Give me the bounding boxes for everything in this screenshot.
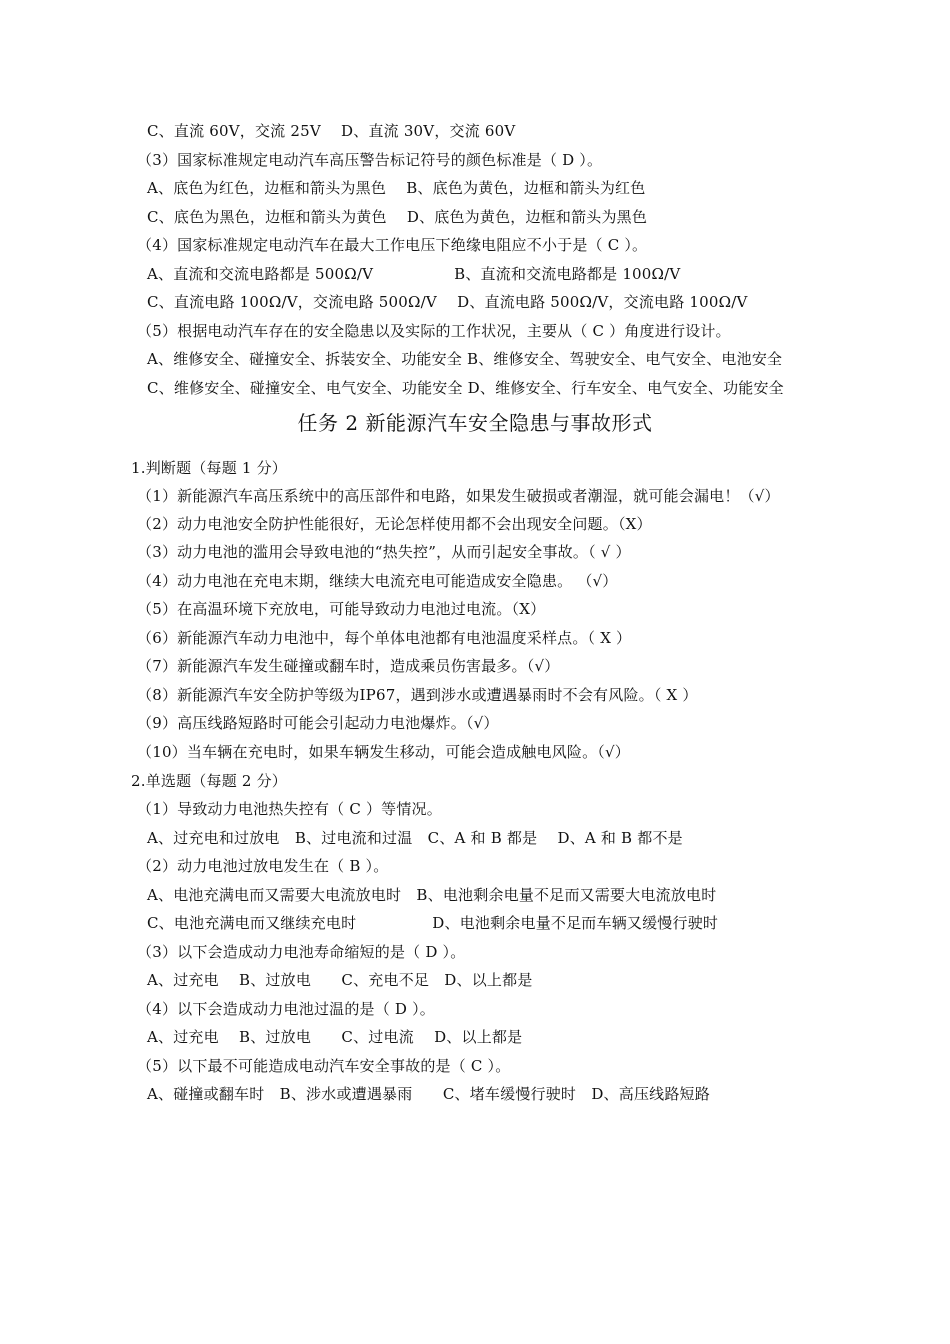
question-text-line: （6）新能源汽车动力电池中，每个单体电池都有电池温度采样点。（ X ） xyxy=(137,629,632,647)
question-text-line: （1）新能源汽车高压系统中的高压部件和电路，如果发生破损或者潮湿，就可能会漏电！（√） xyxy=(137,487,780,505)
question-text-line: A、直流和交流电路都是 500Ω/V B、直流和交流电路都是 100Ω/V xyxy=(147,265,681,283)
question-text-line: （4）动力电池在充电末期，继续大电流充电可能造成安全隐患。 （√） xyxy=(137,572,618,590)
question-text-line: （5）在高温环境下充放电，可能导致动力电池过电流。（X） xyxy=(137,600,546,618)
question-text-line: C、维修安全、碰撞安全、电气安全、功能安全 D、维修安全、行车安全、电气安全、功能安全 xyxy=(147,379,784,397)
question-text-line: A、碰撞或翻车时 B、涉水或遭遇暴雨 C、堵车缓慢行驶时 D、高压线路短路 xyxy=(147,1085,710,1103)
question-text-line: A、电池充满电而又需要大电流放电时 B、电池剩余电量不足而又需要大电流放电时 xyxy=(147,886,717,904)
question-text-line: （5）以下最不可能造成电动汽车安全事故的是（ C ）。 xyxy=(137,1057,511,1075)
question-text-line: （10）当车辆在充电时，如果车辆发生移动，可能会造成触电风险。（√） xyxy=(137,743,630,761)
question-text-line: （9）高压线路短路时可能会引起动力电池爆炸。（√） xyxy=(137,714,499,732)
question-text-line: （4）国家标准规定电动汽车在最大工作电压下绝缘电阻应不小于是（ C ）。 xyxy=(137,236,648,254)
question-text-line: （3）动力电池的滥用会导致电池的“热失控”，从而引起安全事故。（ √ ） xyxy=(137,543,631,561)
question-text-line: A、维修安全、碰撞安全、拆装安全、功能安全 B、维修安全、驾驶安全、电气安全、电池安全 xyxy=(147,350,783,368)
question-text-line: （7）新能源汽车发生碰撞或翻车时，造成乘员伤害最多。（√） xyxy=(137,657,560,675)
question-text-line: C、底色为黑色，边框和箭头为黄色 D、底色为黄色，边框和箭头为黑色 xyxy=(147,208,648,226)
section-title: 任务 2 新能源汽车安全隐患与事故形式 xyxy=(297,411,653,435)
question-text-line: C、直流 60V，交流 25V D、直流 30V，交流 60V xyxy=(147,122,516,140)
question-text-line: 2.单选题（每题 2 分） xyxy=(131,772,287,790)
question-text-line: 1.判断题（每题 1 分） xyxy=(131,459,287,477)
question-text-line: （2）动力电池安全防护性能很好，无论怎样使用都不会出现安全问题。（X） xyxy=(137,515,652,533)
question-text-line: （3）国家标准规定电动汽车高压警告标记符号的颜色标准是（ D ）。 xyxy=(137,151,603,169)
question-text-line: （3）以下会造成动力电池寿命缩短的是（ D ）。 xyxy=(137,943,466,961)
question-text-line: C、电池充满电而又继续充电时 D、电池剩余电量不足而车辆又缓慢行驶时 xyxy=(147,914,719,932)
question-text-line: （1）导致动力电池热失控有（ C ）等情况。 xyxy=(137,800,442,818)
question-text-line: C、直流电路 100Ω/V，交流电路 500Ω/V D、直流电路 500Ω/V，交流电路 100Ω/V xyxy=(147,293,748,311)
question-text-line: A、过充电和过放电 B、过电流和过温 C、A 和 B 都是 D、A 和 B 都不是 xyxy=(147,829,683,847)
question-text-line: A、过充电 B、过放电 C、过电流 D、以上都是 xyxy=(147,1028,523,1046)
question-text-line: （8）新能源汽车安全防护等级为IP67，遇到涉水或遭遇暴雨时不会有风险。（ X ） xyxy=(137,686,698,704)
question-text-line: A、底色为红色，边框和箭头为黑色 B、底色为黄色，边框和箭头为红色 xyxy=(147,179,646,197)
question-text-line: （4）以下会造成动力电池过温的是（ D ）。 xyxy=(137,1000,436,1018)
question-text-line: A、过充电 B、过放电 C、充电不足 D、以上都是 xyxy=(147,971,533,989)
question-text-line: （2）动力电池过放电发生在（ B ）。 xyxy=(137,857,389,875)
question-text-line: （5）根据电动汽车存在的安全隐患以及实际的工作状况，主要从（ C ）角度进行设计。 xyxy=(137,322,731,340)
